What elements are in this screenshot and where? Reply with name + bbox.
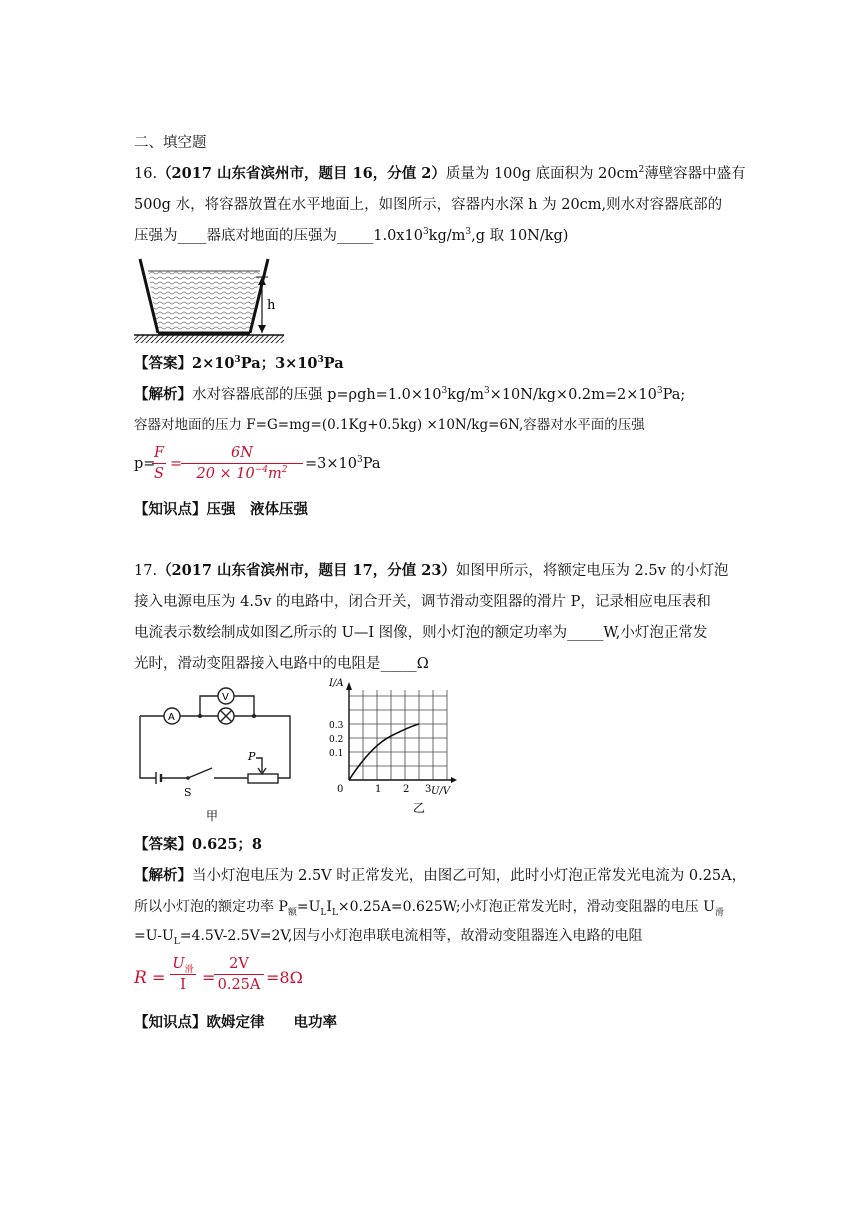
q17-analysis-3 <box>134 926 642 946</box>
q17-analysis-2sub2: L <box>320 907 327 918</box>
graph-x-tick-3: 3 <box>425 784 432 795</box>
q16-analysis-1b: kg/m <box>447 387 484 403</box>
q16-formula-den-a: 20 × 10 <box>196 466 255 482</box>
q17-line3: 电流表示数绘制成如图乙所示的 U—I 图像，则小灯泡的额定功率为_____W,小灯泡正常发 <box>134 625 708 641</box>
q16-answer-b: Pa；3×10 <box>240 355 318 372</box>
q16-line2: 500g 水，将容器放置在水平地面上，如图所示，容器内水深 h 为 20cm,则水对容器底部的 <box>134 197 723 213</box>
q17-analysis-2sub3: L <box>331 907 338 918</box>
container-figure <box>134 255 284 345</box>
q16-formula-den-b: m <box>268 466 282 482</box>
q17-analysis-1-text: 当小灯泡电压为 2.5V 时正常发光，由图乙可知，此时小灯泡正常发光电流为 0.25A， <box>192 868 747 884</box>
q17-line4: 光时，滑动变阻器接入电路中的电阻是_____Ω <box>134 656 429 672</box>
q17-answer <box>134 835 262 855</box>
q17-analysis-2a: 所以小灯泡的额定功率 P <box>134 899 288 915</box>
q16-analysis-1a: 水对容器底部的压强 p=ρgh=1.0×10 <box>192 387 442 403</box>
q17-knowledge <box>134 1013 337 1033</box>
q16-formula-result-b: Pa <box>362 456 381 472</box>
ammeter-label: A <box>168 712 175 723</box>
q16-analysis-1sup1: 3 <box>441 386 448 397</box>
slider-label: P <box>248 750 256 763</box>
q16-line3-sup1: 3 <box>422 227 429 238</box>
q16-formula-den-sup: −4 <box>254 465 269 476</box>
q17-knowledge-text: 欧姆定律 电功率 <box>206 1014 337 1031</box>
graph-x-axis-label: U/V <box>431 786 451 797</box>
q16-line1-text: 质量为 100g 底面积为 20cm <box>445 166 639 182</box>
q16-line3-a: 压强为____器底对地面的压强为_____1.0x10 <box>134 228 423 244</box>
q17-formula-I: I <box>180 977 186 993</box>
graph-y-tick-1: 0.1 <box>329 749 344 759</box>
q17-formula-ui <box>170 956 196 993</box>
q17-analysis-2 <box>134 897 724 917</box>
q17-formula-U: U <box>172 956 185 972</box>
q17-answer-tag: 【答案】 <box>134 836 192 853</box>
q17-formula-result: =8Ω <box>266 968 303 987</box>
switch-label: S <box>184 786 192 799</box>
q16-line3-c: ,g 取 10N/kg) <box>471 228 569 244</box>
circuit-diagram <box>130 680 310 830</box>
q17-formula-eq2: = <box>202 968 216 987</box>
voltmeter-label: V <box>222 692 229 703</box>
q17-analysis-2d: ×0.25A=0.625W;小灯泡正常发光时，滑动变阻器的电压 U <box>337 899 715 915</box>
graph-origin-label: 0 <box>337 784 344 795</box>
q17-line1-rest: 如图甲所示，将额定电压为 2.5v 的小灯泡 <box>455 563 729 579</box>
q17-analysis-2b: =U <box>296 899 321 915</box>
q16-formula-den-sup2: 2 <box>281 465 288 476</box>
q17-formula-bar2 <box>214 974 264 975</box>
q17-analysis-2sub4: 滑 <box>714 907 724 918</box>
q17-formula-eq: = <box>152 968 166 987</box>
q17-analysis-3sub: L <box>173 936 180 947</box>
q16-knowledge-text: 压强 液体压强 <box>206 501 308 518</box>
q17-analysis-2sub1: 额 <box>287 907 297 918</box>
q17-line2: 接入电源电压为 4.5v 的电路中，闭合开关，调节滑动变阻器的滑片 P，记录相应电压表和 <box>134 594 711 610</box>
q17-analysis-3b: =4.5V-2.5V=2V,因与小灯泡串联电流相等，故滑动变阻器连入电路的电阻 <box>179 928 643 944</box>
q17-formula-den: 0.25A <box>217 977 261 993</box>
q16-analysis-2: 容器对地面的压力 F=G=mg=(0.1Kg+0.5kg) ×10N/kg=6N,容器对水平面的压强 <box>134 417 645 433</box>
q16-sup: 2 <box>638 165 645 176</box>
q16-line3-sup2: 3 <box>465 227 472 238</box>
q17-analysis-tag: 【解析】 <box>134 867 192 884</box>
q16-formula-frac <box>181 445 303 482</box>
q16-analysis-1 <box>134 385 685 405</box>
q16-formula-num: 6N <box>231 445 253 461</box>
ui-graph <box>325 676 465 828</box>
graph-x-tick-1: 1 <box>375 784 382 795</box>
q17-knowledge-tag: 【知识点】 <box>134 1014 207 1031</box>
q17-formula-num: 2V <box>229 956 249 972</box>
q17-number: 17. <box>134 563 158 579</box>
q16-analysis-1sup2: 3 <box>483 386 490 397</box>
graph-y-tick-3: 0.3 <box>329 721 344 731</box>
q16-knowledge-tag: 【知识点】 <box>134 501 207 518</box>
circuit-caption: 甲 <box>206 809 219 823</box>
q17-analysis-1 <box>134 866 746 886</box>
graph-x-tick-2: 2 <box>403 784 410 795</box>
q16-analysis-1d: Pa; <box>662 387 686 403</box>
q16-answer <box>134 354 344 374</box>
q16-answer-c: Pa <box>323 355 344 372</box>
graph-y-axis-label: I/A <box>329 678 344 689</box>
q16-source: （2017 山东省滨州市，题目 16，分值 2） <box>157 165 446 182</box>
q16-number: 16. <box>134 166 158 182</box>
q16-line3-b: kg/m <box>428 228 466 244</box>
q16-line1 <box>134 164 746 184</box>
section-title: 二、填空题 <box>134 135 207 151</box>
q16-formula-F: F <box>153 445 165 461</box>
q16-analysis-tag: 【解析】 <box>134 386 192 403</box>
q16-formula-p: p= <box>134 456 156 472</box>
q16-formula-bar1 <box>152 463 166 464</box>
q16-line1-end: 薄壁容器中盛有 <box>644 166 746 182</box>
q16-answer-sup1: 3 <box>234 355 241 366</box>
container-h-label: h <box>267 298 276 313</box>
q16-line3 <box>134 226 568 246</box>
q17-analysis-2c: I <box>326 899 332 915</box>
q16-analysis-1sup3: 3 <box>656 386 663 397</box>
q16-knowledge <box>134 500 308 520</box>
q16-analysis-1c: ×10N/kg×0.2m=2×10 <box>489 387 657 403</box>
q16-formula-result <box>305 456 380 472</box>
q17-line1 <box>134 561 728 581</box>
q16-formula-bar2 <box>181 463 303 464</box>
q17-analysis-3a: =U-U <box>134 928 174 944</box>
q16-formula-result-a: =3×10 <box>305 456 357 472</box>
graph-y-tick-2: 0.2 <box>329 735 344 745</box>
q17-formula-R: R <box>134 968 147 988</box>
q16-formula-result-sup: 3 <box>356 455 363 466</box>
q17-formula-frac <box>214 956 264 993</box>
q16-answer-sup2: 3 <box>317 355 324 366</box>
q17-source: （2017 山东省滨州市，题目 17，分值 23） <box>157 562 456 579</box>
q17-answer-text: 0.625；8 <box>192 836 262 853</box>
q16-answer-tag: 【答案】 <box>134 355 192 372</box>
q16-formula-fs <box>152 445 166 482</box>
q17-formula-U-sub: 滑 <box>184 964 194 975</box>
q16-answer-a: 2×10 <box>192 355 235 372</box>
graph-caption: 乙 <box>413 801 426 815</box>
q16-formula-eq: = <box>170 456 183 472</box>
q16-formula-S: S <box>154 466 164 482</box>
